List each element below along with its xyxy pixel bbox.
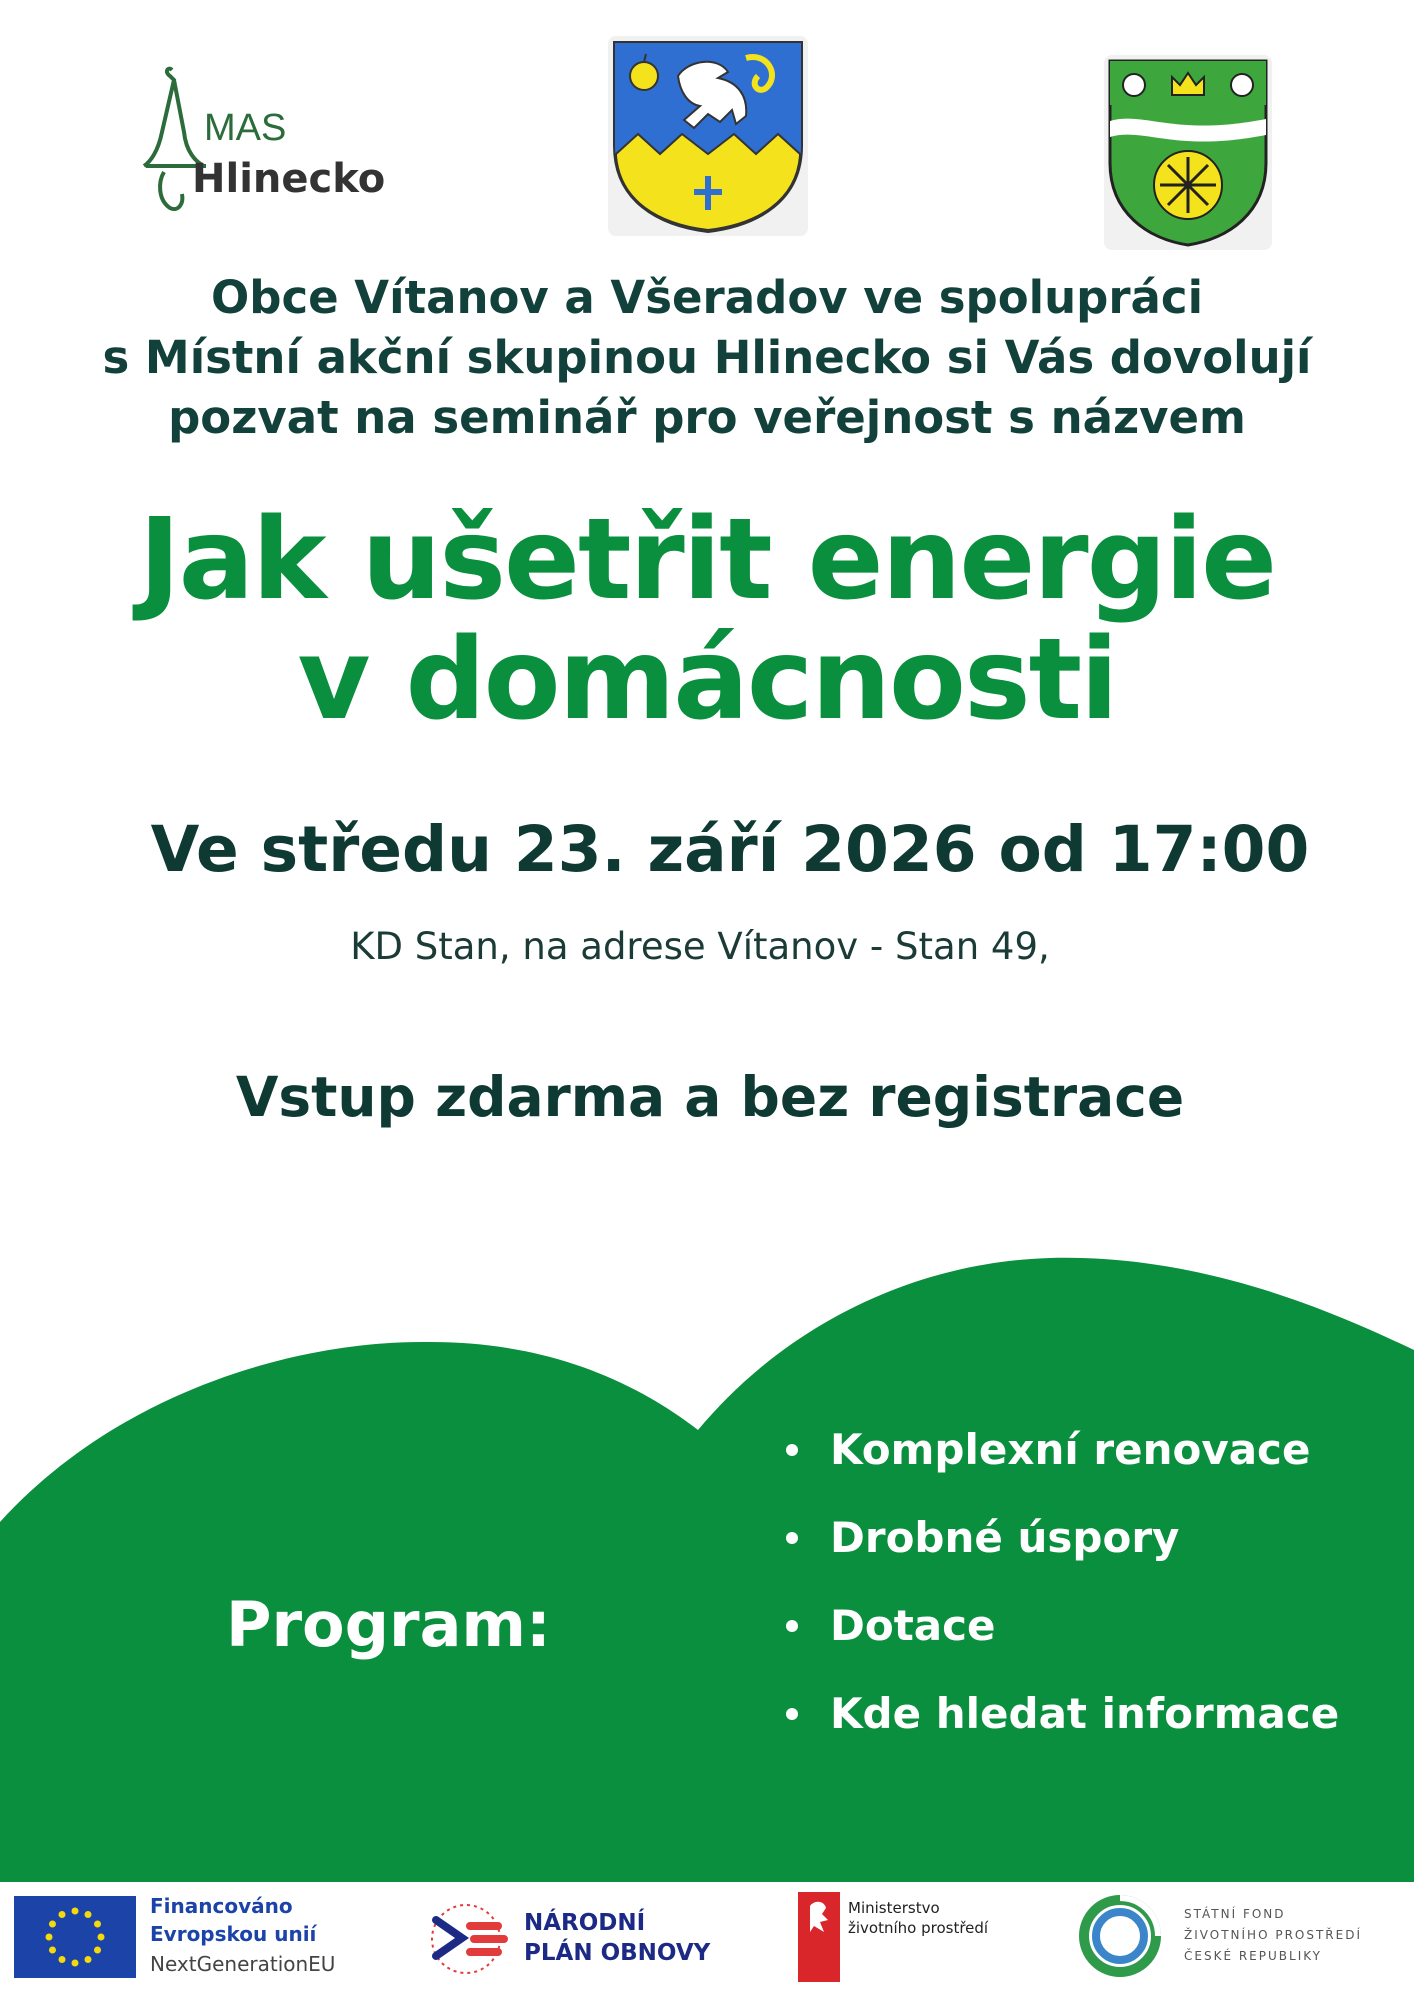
npo-logo-icon (418, 1898, 514, 1980)
eu-star-icon (94, 1921, 101, 1928)
npo-line-2: PLÁN OBNOVY (524, 1940, 711, 1966)
program-item: Komplexní renovace (780, 1420, 1339, 1508)
eu-star-icon (85, 1956, 92, 1963)
invitation-line-1: Obce Vítanov a Všeradov ve spolupráci (210, 271, 1204, 324)
vseradov-coat-of-arms (1104, 55, 1272, 250)
eu-funding-line-3: NextGenerationEU (150, 1952, 336, 1976)
ministry-line-1: Ministerstvo (848, 1899, 940, 1917)
sfzp-line-3: ČESKÉ REPUBLIKY (1184, 1949, 1323, 1963)
eu-star-icon (59, 1956, 66, 1963)
eu-star-icon (49, 1947, 56, 1954)
event-place: KD Stan, na adrese Vítanov - Stan 49, (350, 925, 1050, 968)
eu-star-icon (72, 1960, 79, 1967)
svg-text:MAS: MAS (204, 107, 287, 149)
entry-info: Vstup zdarma a bez registrace (235, 1065, 1185, 1129)
program-label: Program: (226, 1588, 551, 1661)
event-title (20, 495, 1394, 745)
eu-star-icon (85, 1911, 92, 1918)
event-title-line-2: v domácnosti (297, 615, 1117, 745)
vitanov-coat-of-arms (608, 36, 808, 236)
mas-hlinecko-logo (140, 62, 400, 222)
mas-figure-icon (140, 62, 400, 222)
event-date: Ve středu 23. září 2026 od 17:00 (150, 813, 1310, 886)
invitation-line-2: s Místní akční skupinou Hlinecko si Vás dovolují (102, 331, 1312, 384)
invitation-line-3: pozvat na seminář pro veřejnost s názvem (168, 391, 1246, 444)
svg-text:Hlinecko: Hlinecko (192, 156, 386, 202)
eu-star-icon (98, 1934, 105, 1941)
eu-star-icon (72, 1908, 79, 1915)
event-title-line-1: Jak ušetřit energie (138, 495, 1276, 625)
eu-star-icon (46, 1934, 53, 1941)
sfzp-line-1: STÁTNÍ FOND (1184, 1907, 1286, 1921)
eu-funding-line-2: Evropskou unií (150, 1922, 317, 1946)
eu-star-icon (94, 1947, 101, 1954)
eu-flag-icon (14, 1896, 136, 1978)
ministry-environment-logo-icon (798, 1892, 840, 1982)
npo-line-1: NÁRODNÍ (524, 1910, 646, 1936)
program-item: Drobné úspory (780, 1508, 1339, 1596)
eu-funding-line-1: Financováno (150, 1894, 293, 1918)
sfzp-logo-icon (1078, 1894, 1162, 1978)
program-list (780, 1420, 1339, 1772)
sfzp-line-2: ŽIVOTNÍHO PROSTŘEDÍ (1184, 1928, 1362, 1942)
eu-star-icon (59, 1911, 66, 1918)
eu-star-icon (49, 1921, 56, 1928)
program-item: Dotace (780, 1596, 1339, 1684)
program-item: Kde hledat informace (780, 1684, 1339, 1772)
ministry-line-2: životního prostředí (848, 1919, 989, 1937)
